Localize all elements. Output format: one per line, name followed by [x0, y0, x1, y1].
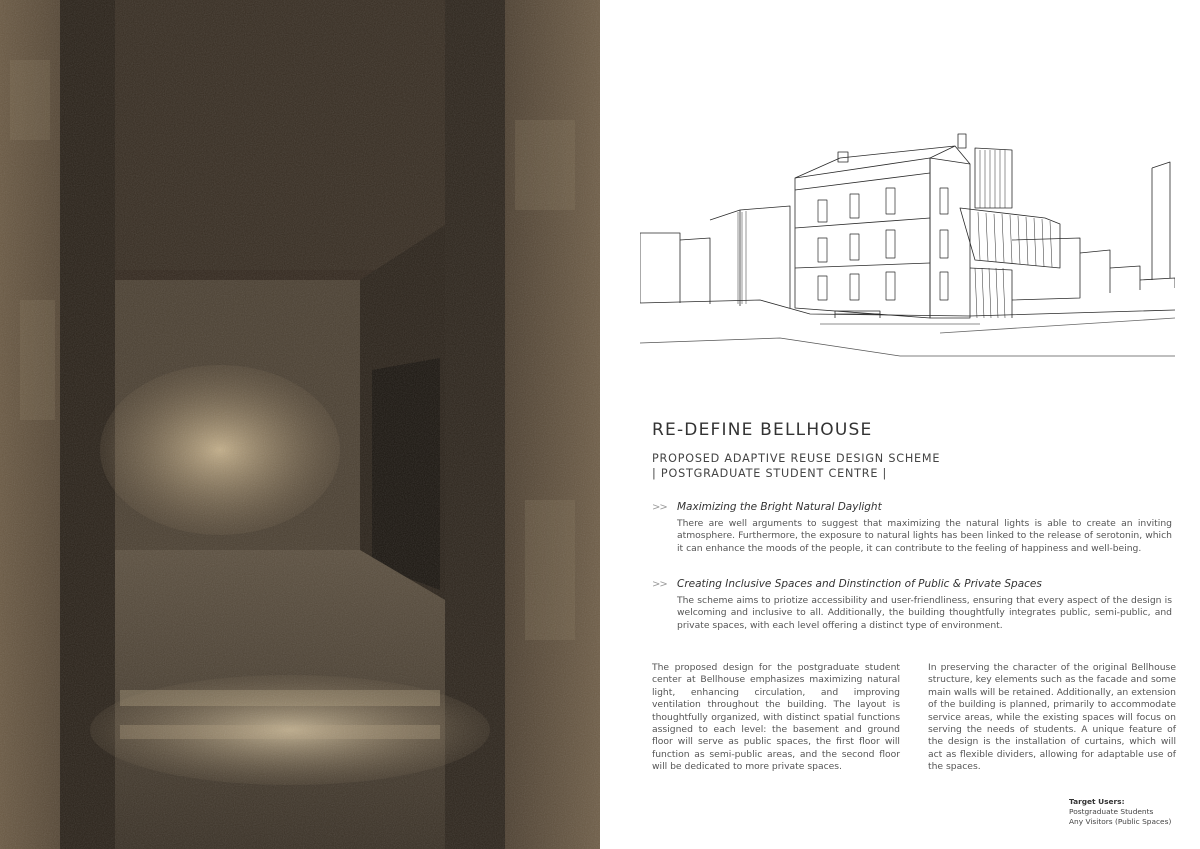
description-column-right: In preserving the character of the original Bellhouse structure, key elements such as the facade and some main walls will be retained. Additionally, an extension of the building is planned, primarily to accommodate service areas, while the existing spaces will focus on serving the needs of students. A unique feature of the design is the installation of curtains, which will act as flexible dividers, allowing for adaptable use of the spaces. — [928, 662, 1176, 773]
chevron-right-icon: >> — [652, 579, 667, 590]
target-users-line-1: Postgraduate Students — [1069, 807, 1154, 816]
description-column-left: The proposed design for the postgraduate student center at Bellhouse emphasizes maximizing natural light, enhancing circulation, and improving ventilation throughout the building. The layout is thoughtfully organized, with distinct spatial functions assigned to each level: the basement and ground floor will serve as public spaces, the first floor will function as semi-public areas, and the second floor will be dedicated to more private spaces. — [652, 662, 900, 773]
subtitle-line-1: PROPOSED ADAPTIVE REUSE DESIGN SCHEME — [652, 452, 941, 465]
page-title: RE-DEFINE BELLHOUSE — [652, 420, 873, 440]
point-body: The scheme aims to priotize accessibility and user-friendliness, ensuring that every aspect of the design is welcoming and inclusive to all. Additionally, the building thoughtfully integrates public, semi-public, and private spaces, with each level offering a distinct type of environment. — [677, 595, 1172, 631]
target-users-line-2: Any Visitors (Public Spaces) — [1069, 817, 1172, 826]
target-users-label: Target Users: — [1069, 797, 1125, 806]
building-sketch-icon — [640, 128, 1175, 368]
subtitle-line-2: | POSTGRADUATE STUDENT CENTRE | — [652, 467, 888, 480]
target-users — [1069, 797, 1171, 827]
page-subtitle — [652, 451, 940, 481]
point-body: There are well arguments to suggest that maximizing the natural lights is able to create an inviting atmosphere. Furthermore, the exposure to natural lights has been linked to the release of serotonin, which it can enhance the moods of the people, it can contribute to the feeling of happiness and well-being. — [677, 518, 1172, 554]
chevron-right-icon: >> — [652, 502, 667, 513]
text-panel — [600, 0, 1200, 849]
point-heading: Maximizing the Bright Natural Daylight — [677, 501, 882, 513]
point-heading: Creating Inclusive Spaces and Dinstinction of Public & Private Spaces — [677, 578, 1042, 590]
